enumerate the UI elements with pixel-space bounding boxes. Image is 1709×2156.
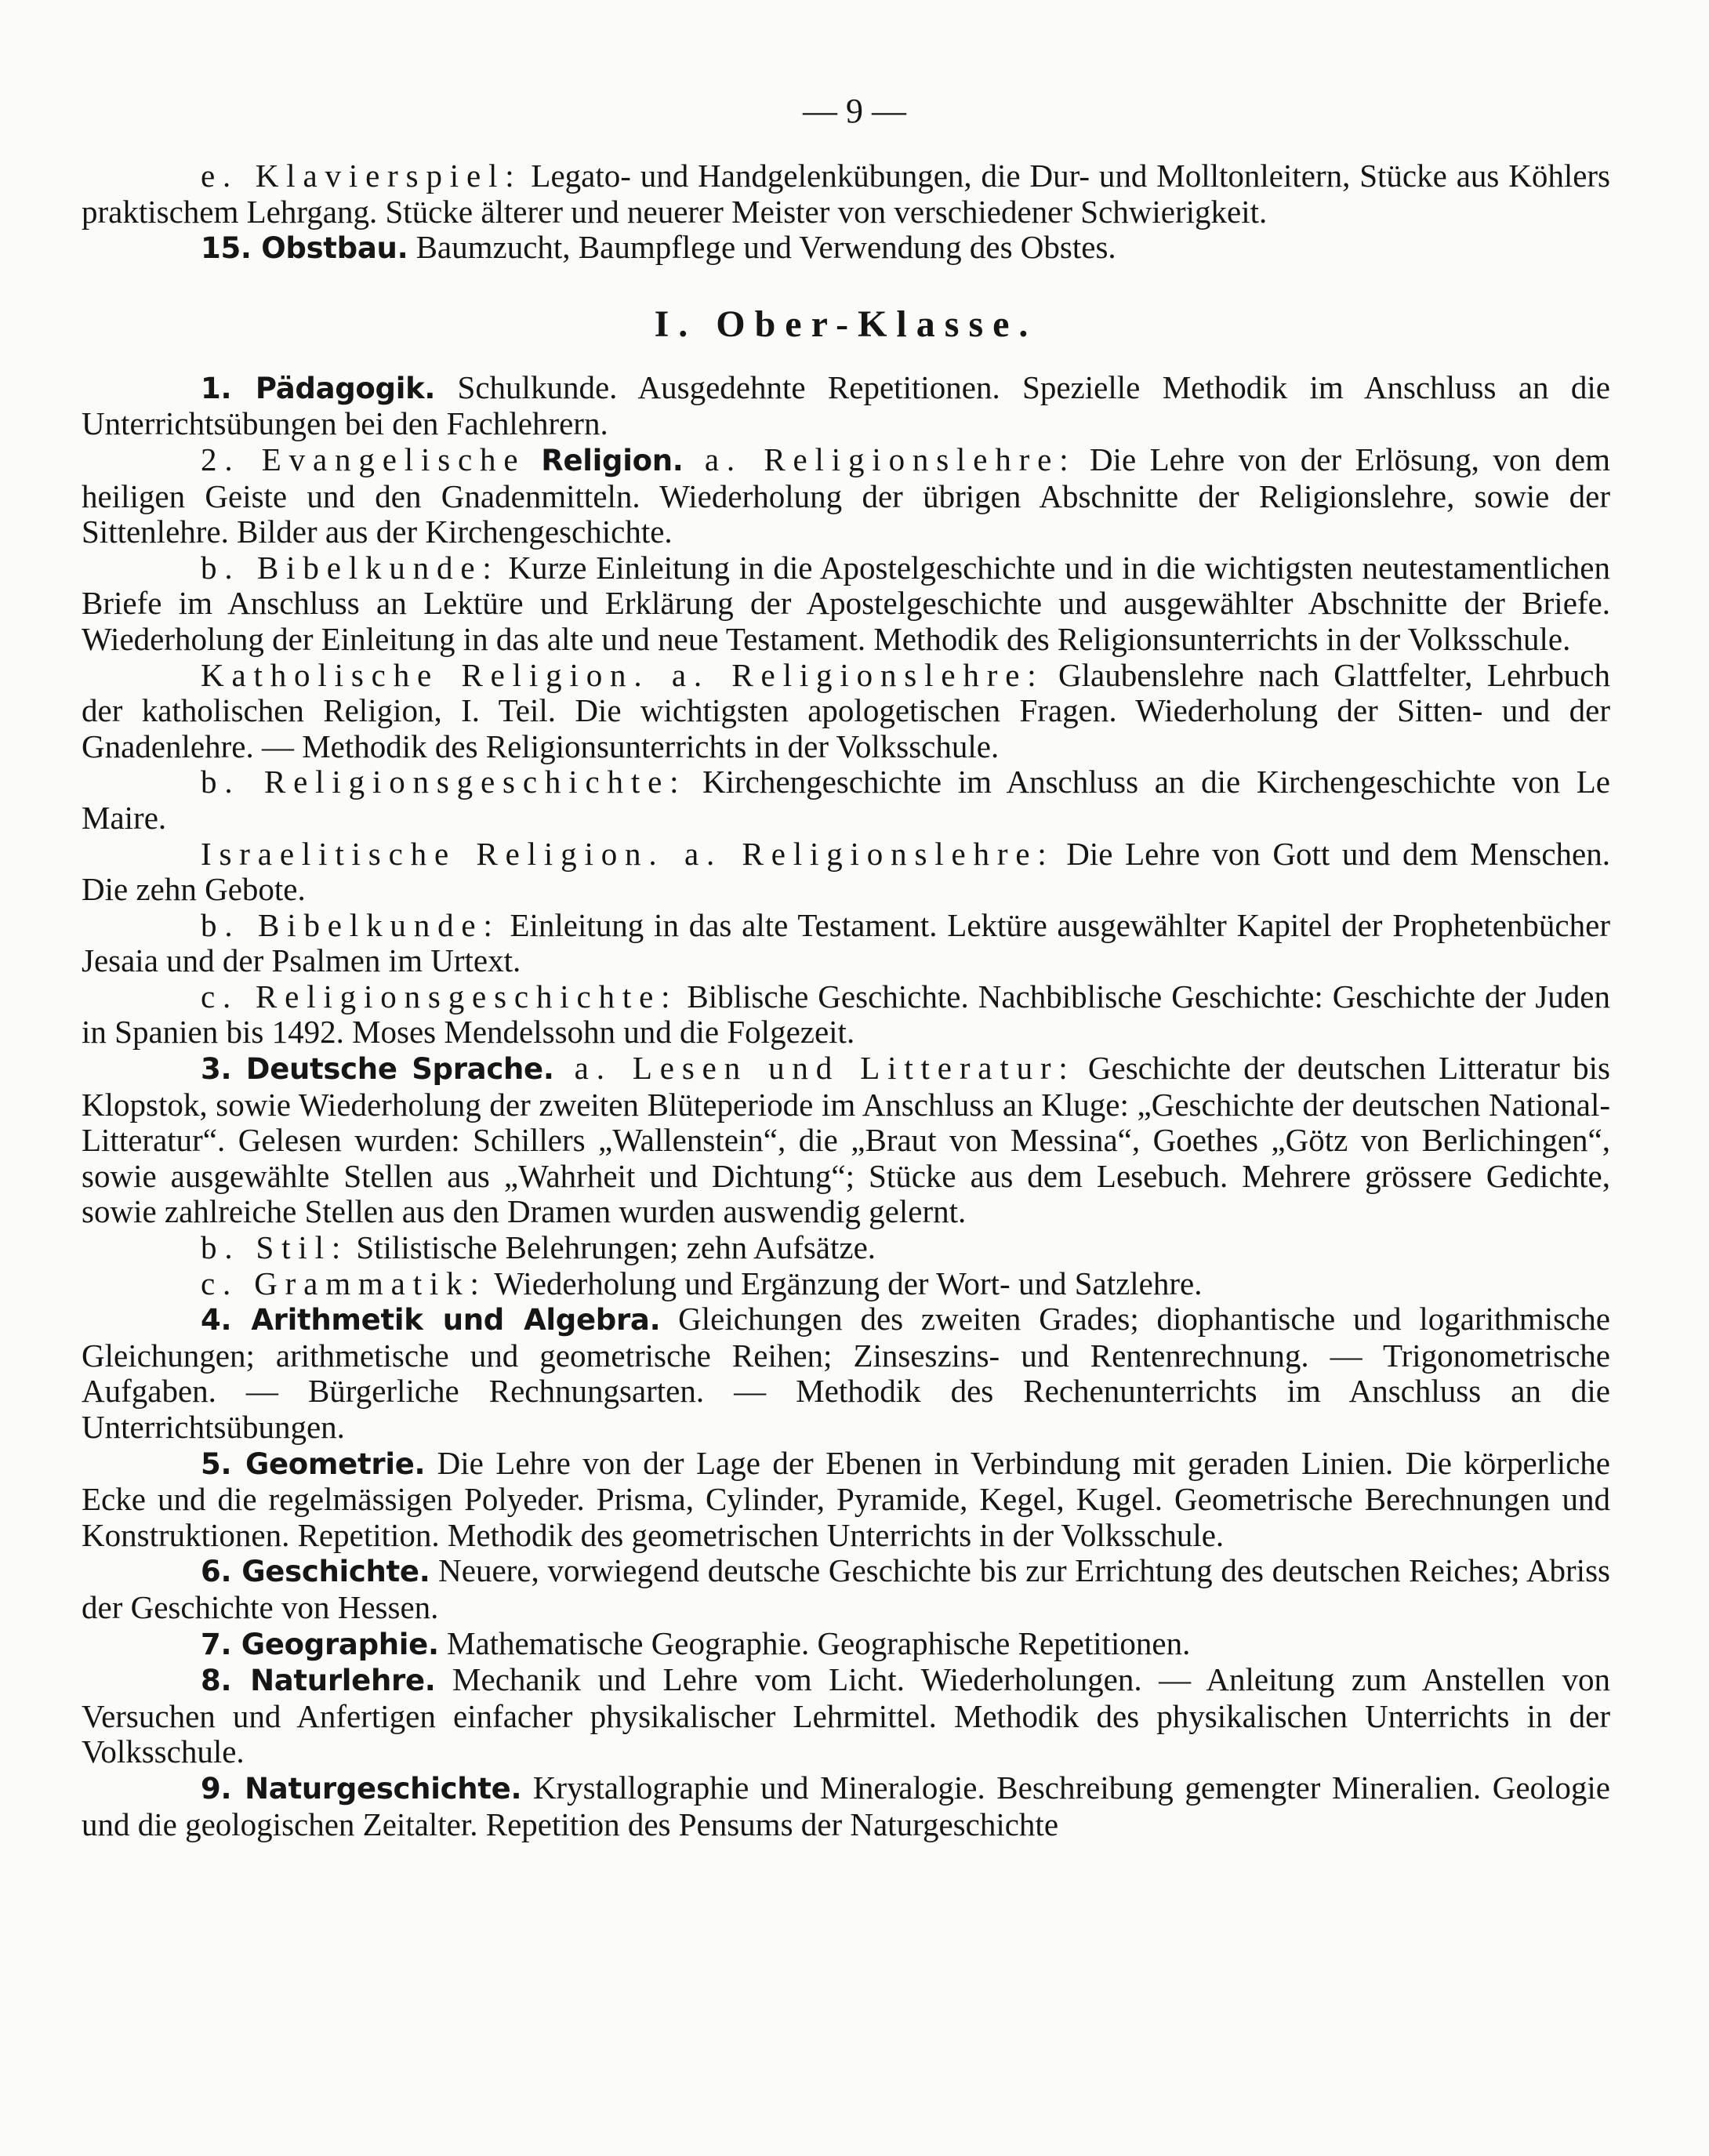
paragraph-text: Die Lehre von Gott und dem Menschen. Die zehn Gebote.	[82, 835, 1610, 908]
paragraph-text: Glaubenslehre nach Glattfelter, Lehrbuch der katholischen Religion, I. Teil. Die wichtigsten apologetischen Fragen. Wiederholung der Sitten- und der Gnadenlehre. — Methodik des Religionsunterrichts in der Volksschule.	[82, 656, 1610, 764]
paragraph-bibelkunde	[82, 550, 1610, 658]
paragraph-text: Neuere, vorwiegend deutsche Geschichte bis zur Errichtung des deutschen Reiches; Abriss der Geschichte von Hessen.	[82, 1552, 1610, 1625]
subject-heading: 6. Geschichte.	[201, 1555, 430, 1589]
paragraph-grammatik	[82, 1266, 1610, 1302]
subsection-label: a. Religionslehre:	[649, 656, 1044, 693]
paragraph-geometrie	[82, 1446, 1610, 1554]
paragraph-text: Krystallographie und Mineralogie. Beschreibung gemengter Mineralien. Geologie und die geologischen Zeitalter. Repetition des Pensums der Naturgeschichte	[82, 1769, 1610, 1842]
page-content	[82, 158, 1610, 1842]
paragraph-text: Wiederholung und Ergänzung der Wort- und Satzlehre.	[486, 1265, 1203, 1301]
subsection-label: b. Stil:	[201, 1229, 349, 1266]
page-number: — 9 —	[803, 92, 906, 130]
paragraph-text: Mechanik und Lehre vom Licht. Wiederholungen. — Anleitung zum Anstellen von Versuchen und Anfertigen einfacher physikalischer Lehrmittel. Methodik des physikalischen Unterrichts in der Volksschule.	[82, 1661, 1610, 1770]
paragraph-text: Gleichungen des zweiten Grades; diophantische und logarithmische Gleichungen; arithmetische und geometrische Reihen; Zinseszins- und Rentenrechnung. — Trigonometrische Aufgaben. — Bürgerliche Rechnungsarten. — Methodik des Rechenunterrichts im Anschluss an die Unterrichtsübungen.	[82, 1301, 1610, 1445]
subject-heading: 5. Geometrie.	[201, 1446, 426, 1481]
paragraph-text: Biblische Geschichte. Nachbiblische Geschichte: Geschichte der Juden in Spanien bis 1492. Moses Mendelssohn und die Folgezeit.	[82, 978, 1610, 1051]
subject-heading: 15. Obstbau.	[201, 231, 408, 266]
paragraph-evangelische-religion	[82, 442, 1610, 550]
paragraph-katholische-religion	[82, 658, 1610, 765]
subject-heading-spaced: Israelitische Religion.	[201, 835, 665, 872]
paragraph-paedagogik	[82, 370, 1610, 442]
paragraph-deutsche-sprache	[82, 1051, 1610, 1230]
paragraph-isr-bibelkunde	[82, 908, 1610, 979]
paragraph-kath-religionsgeschichte	[82, 764, 1610, 836]
paragraph-text: Kirchengeschichte im Anschluss an die Kirchengeschichte von Le Maire.	[82, 764, 1610, 836]
paragraph-text: Baumzucht, Baumpflege und Verwendung des Obstes.	[408, 229, 1116, 266]
subsection-label: c. Religionsgeschichte:	[201, 978, 678, 1014]
subject-heading: 7. Geographie.	[201, 1627, 439, 1661]
paragraph-text: Mathematische Geographie. Geographische Repetitionen.	[438, 1624, 1191, 1661]
subsection-label: a. Religionslehre:	[664, 835, 1054, 872]
subsection-label: a. Lesen und Litteratur:	[553, 1050, 1076, 1087]
paragraph-stil	[82, 1230, 1610, 1266]
paragraph-naturlehre	[82, 1662, 1610, 1770]
paragraph-text: Einleitung in das alte Testament. Lektüre ausgewählter Kapitel der Prophetenbücher Jesaia und der Psalmen im Urtext.	[82, 906, 1610, 979]
subject-heading: 8. Naturlehre.	[201, 1664, 436, 1698]
paragraph-text: Geschichte der deutschen Litteratur bis Klopstok, sowie Wiederholung der zweiten Blüteperiode im Anschluss an Kluge: „Geschichte der deutschen National-Litteratur“. Gelesen wurden: Schillers „Wallenstein“, die „Braut von Messina“, Goethes „Götz von Berlichingen“, sowie ausgewählte Stellen aus „Wahrheit und Dichtung“; Stücke aus dem Lesebuch. Mehrere grössere Gedichte, sowie zahlreiche Stellen aus den Dramen wurden auswendig gelernt.	[82, 1050, 1610, 1230]
paragraph-geschichte	[82, 1553, 1610, 1625]
subject-heading: 4. Arithmetik und Algebra.	[201, 1303, 661, 1338]
paragraph-text: Kurze Einleitung in die Apostelgeschichte und in die wichtigsten neutestamentlichen Briefe im Anschluss an Lektüre und Erklärung der Apostelgeschichte und ausgewählter Abschnitte der Briefe. Wiederholung der Einleitung in das alte und neue Testament. Methodik des Religionsunterrichts in der Volksschule.	[82, 549, 1610, 657]
subject-heading: Religion.	[525, 443, 684, 477]
subject-heading: 9. Naturgeschichte.	[201, 1771, 522, 1806]
paragraph-text: Die Lehre von der Erlösung, von dem heiligen Geiste und den Gnadenmitteln. Wiederholung der übrigen Abschnitte der Religionslehre, sowie der Sittenlehre. Bilder aus der Kirchengeschichte.	[82, 441, 1610, 550]
paragraph-text: Legato- und Handgelenkübungen, die Dur- und Molltonleitern, Stücke aus Köhlers praktischem Lehrgang. Stücke älterer und neuerer Meister von verschiedener Schwierigkeit.	[82, 158, 1611, 230]
subject-heading-spaced: Katholische Religion.	[201, 656, 650, 693]
paragraph-naturgeschichte	[82, 1770, 1610, 1842]
subject-heading: 3. Deutsche Sprache.	[201, 1052, 554, 1087]
paragraph-text: Stilistische Belehrungen; zehn Aufsätze.	[348, 1229, 876, 1266]
subsection-label: b. Bibelkunde:	[201, 549, 499, 586]
paragraph-israelitische-religion	[82, 837, 1610, 908]
paragraph-geographie	[82, 1626, 1610, 1663]
section-heading: I. Ober-Klasse.	[654, 303, 1038, 345]
subsection-label: c. Grammatik:	[201, 1265, 487, 1301]
subject-heading-spaced: 2. Evangelische	[201, 441, 526, 477]
subsection-label: b. Religionsgeschichte:	[201, 764, 687, 800]
subsection-label: a. Religionslehre:	[683, 441, 1076, 477]
paragraph-text: Schulkunde. Ausgedehnte Repetitionen. Spezielle Methodik im Anschluss an die Unterrichtsübungen bei den Fachlehrern.	[82, 368, 1611, 442]
subsection-label: b. Bibelkunde:	[201, 906, 500, 943]
subject-heading: 1. Pädagogik.	[201, 371, 436, 405]
paragraph-isr-religionsgeschichte	[82, 979, 1610, 1051]
paragraph-arithmetik	[82, 1301, 1610, 1445]
paragraph-obstbau	[82, 230, 1610, 267]
paragraph-klavierspiel	[82, 158, 1610, 230]
subsection-label: e. Klavierspiel:	[201, 158, 522, 194]
paragraph-text: Die Lehre von der Lage der Ebenen in Verbindung mit geraden Linien. Die körperliche Ecke und die regelmässigen Polyeder. Prisma, Cylinder, Pyramide, Kegel, Kugel. Geometrische Berechnungen und Konstruktionen. Repetition. Methodik des geometrischen Unterrichts in der Volksschule.	[82, 1444, 1610, 1553]
